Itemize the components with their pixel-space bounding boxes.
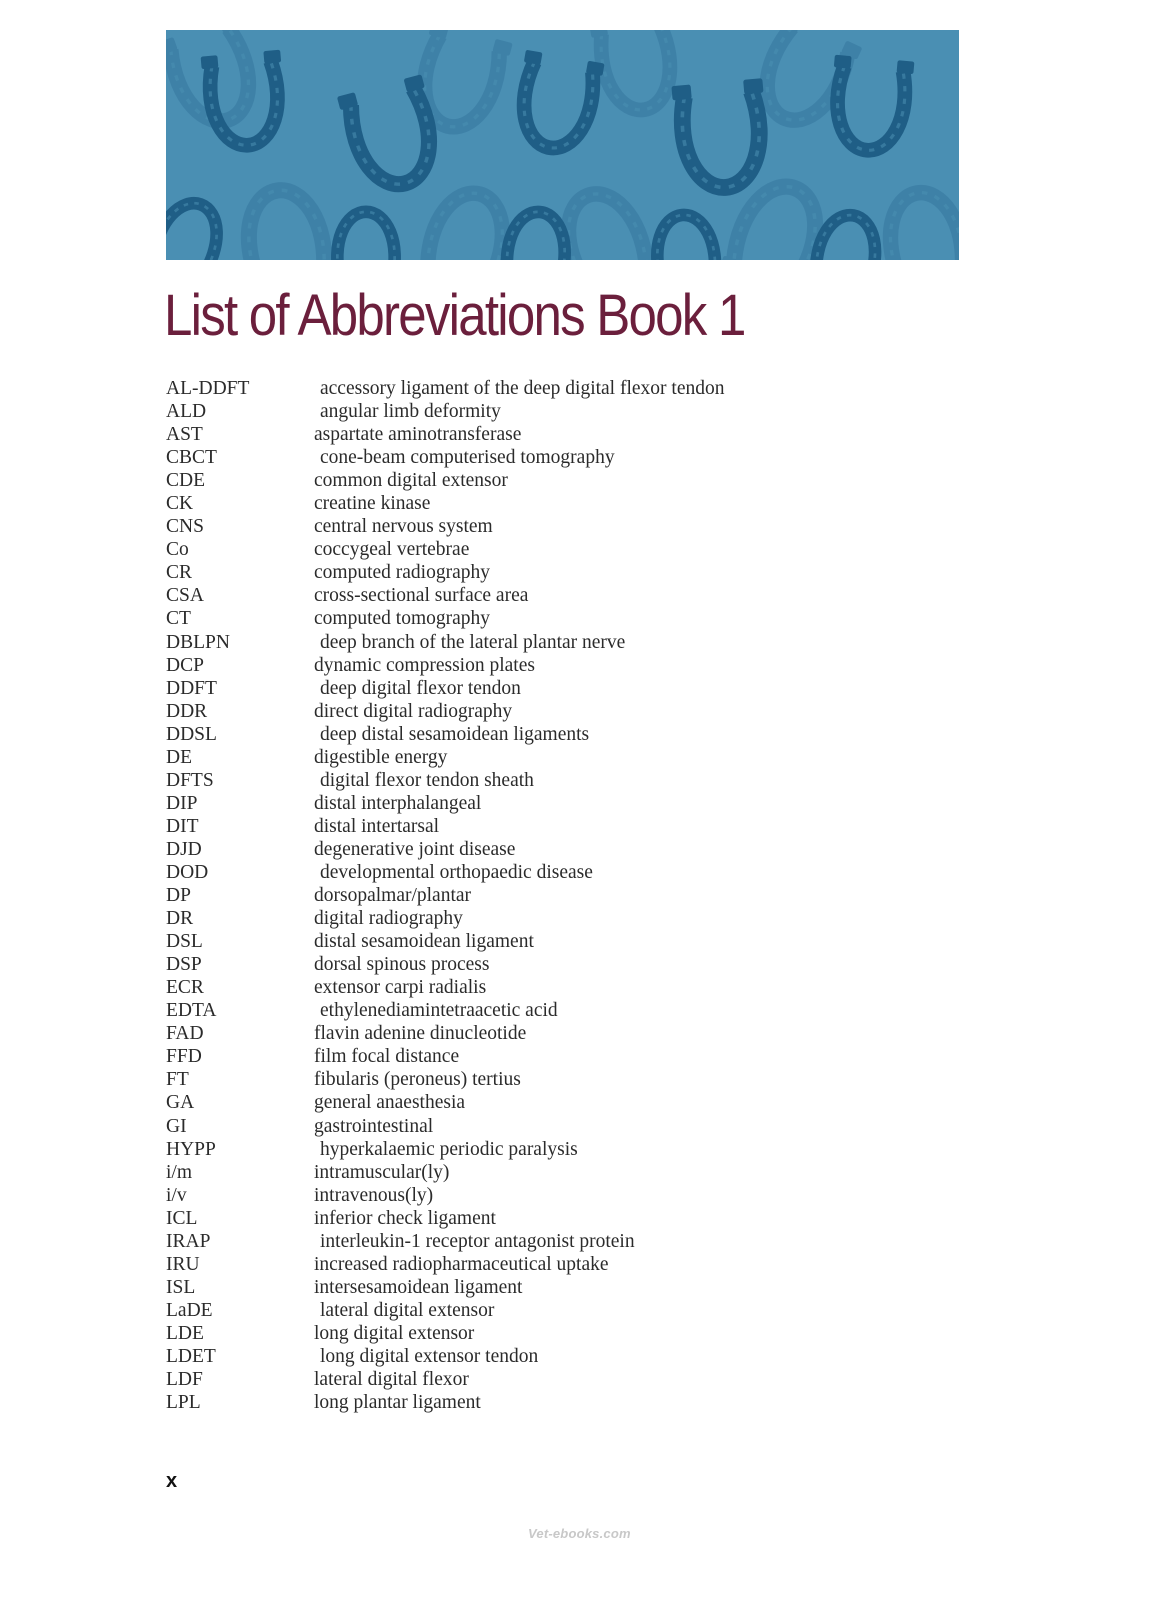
horseshoe-icon	[332, 212, 400, 260]
list-item	[166, 907, 966, 930]
list-item	[166, 1161, 966, 1184]
abbreviation-term: LDF	[166, 1369, 203, 1391]
abbreviation-definition: intravenous(ly)	[314, 1184, 434, 1206]
abbreviation-term: DIT	[166, 815, 199, 837]
list-item	[166, 1115, 966, 1138]
horseshoe-icon	[166, 193, 233, 260]
list-item	[166, 1368, 966, 1391]
list-item	[166, 1299, 966, 1322]
abbreviation-definition: lateral digital flexor	[314, 1369, 469, 1391]
list-item	[166, 1207, 966, 1230]
abbreviation-term: GA	[166, 1092, 195, 1114]
abbreviation-term: i/v	[166, 1184, 187, 1206]
list-item	[166, 1322, 966, 1345]
page-title: List of Abbreviations Book 1	[164, 283, 745, 348]
abbreviation-term: DCP	[166, 654, 204, 676]
abbreviation-term: DDFT	[166, 677, 217, 699]
abbreviation-term: CK	[166, 493, 194, 515]
abbreviation-definition: long digital extensor	[314, 1322, 475, 1344]
abbreviation-list	[166, 377, 966, 1414]
abbreviation-definition: digital flexor tendon sheath	[320, 769, 534, 791]
abbreviation-term: FFD	[166, 1046, 202, 1068]
abbreviation-definition: increased radiopharmaceutical uptake	[314, 1253, 609, 1275]
abbreviation-definition: general anaesthesia	[314, 1092, 466, 1114]
abbreviation-definition: dorsopalmar/plantar	[314, 885, 472, 907]
list-item	[166, 1253, 966, 1276]
list-item	[166, 377, 966, 400]
abbreviation-term: IRAP	[166, 1230, 211, 1252]
horseshoe-icon	[876, 186, 959, 260]
abbreviation-term: LDE	[166, 1322, 204, 1344]
list-item	[166, 446, 966, 469]
abbreviation-term: ALD	[166, 401, 207, 423]
abbreviation-definition: creatine kinase	[314, 493, 431, 515]
abbreviation-definition: dynamic compression plates	[314, 654, 535, 676]
abbreviation-definition: computed radiography	[314, 562, 490, 584]
abbreviation-definition: fibularis (peroneus) tertius	[314, 1069, 521, 1091]
abbreviation-term: CT	[166, 608, 191, 630]
abbreviation-definition: inferior check ligament	[314, 1207, 496, 1229]
horseshoe-icon	[648, 212, 723, 260]
abbreviation-definition: intramuscular(ly)	[314, 1161, 450, 1183]
abbreviation-definition: accessory ligament of the deep digital flexor tendon	[320, 378, 725, 399]
abbreviation-definition: digestible energy	[314, 746, 448, 768]
list-item	[166, 976, 966, 999]
abbreviation-definition: distal intertarsal	[314, 815, 440, 837]
abbreviation-term: DSL	[166, 931, 203, 953]
list-item	[166, 838, 966, 861]
abbreviation-definition: deep distal sesamoidean ligaments	[320, 723, 590, 745]
abbreviation-term: ICL	[166, 1207, 198, 1229]
abbreviation-term: ECR	[166, 977, 204, 999]
abbreviation-definition: film focal distance	[314, 1046, 460, 1068]
list-item	[166, 1345, 966, 1368]
list-item	[166, 700, 966, 723]
abbreviation-term: LaDE	[166, 1299, 213, 1321]
abbreviation-definition: deep digital flexor tendon	[320, 677, 521, 699]
horseshoe-icon	[589, 30, 684, 117]
abbreviation-definition: distal interphalangeal	[314, 792, 482, 814]
horseshoe-icon	[233, 183, 337, 260]
abbreviation-term: DBLPN	[166, 631, 230, 653]
abbreviation-definition: intersesamoidean ligament	[314, 1276, 523, 1298]
abbreviation-definition: common digital extensor	[314, 470, 508, 492]
abbreviation-term: DP	[166, 885, 191, 907]
list-item	[166, 654, 966, 677]
page-number: x	[166, 1470, 178, 1492]
list-item	[166, 423, 966, 446]
abbreviation-term: DE	[166, 746, 192, 768]
abbreviation-term: DOD	[166, 861, 209, 883]
abbreviation-definition: degenerative joint disease	[314, 838, 516, 860]
list-item	[166, 1138, 966, 1161]
list-item	[166, 953, 966, 976]
abbreviation-term: FT	[166, 1069, 189, 1091]
abbreviation-definition: lateral digital extensor	[320, 1299, 495, 1321]
abbreviation-definition: long digital extensor tendon	[320, 1345, 539, 1367]
horseshoe-icon	[827, 55, 915, 154]
abbreviation-definition: computed tomography	[314, 608, 491, 630]
abbreviation-definition: developmental orthopaedic disease	[320, 861, 593, 883]
abbreviation-term: Co	[166, 539, 189, 561]
list-item	[166, 1022, 966, 1045]
abbreviation-term: i/m	[166, 1161, 193, 1183]
abbreviation-term: LDET	[166, 1345, 216, 1367]
list-item	[166, 1184, 966, 1207]
abbreviation-term: GI	[166, 1115, 187, 1137]
list-item	[166, 561, 966, 584]
list-item	[166, 999, 966, 1022]
abbreviation-term: HYPP	[166, 1138, 216, 1160]
list-item	[166, 1091, 966, 1114]
abbreviation-term: AL-DDFT	[166, 378, 250, 399]
abbreviation-term: ISL	[166, 1276, 196, 1298]
abbreviation-definition: cone-beam computerised tomography	[320, 447, 615, 469]
abbreviation-definition: long plantar ligament	[314, 1392, 481, 1414]
abbreviation-definition: direct digital radiography	[314, 700, 513, 722]
abbreviation-term: DR	[166, 908, 194, 930]
abbreviation-definition: distal sesamoidean ligament	[314, 931, 534, 953]
list-item	[166, 1068, 966, 1091]
abbreviation-definition: central nervous system	[314, 516, 493, 538]
abbreviation-definition: coccygeal vertebrae	[314, 539, 470, 561]
abbreviation-definition: deep branch of the lateral plantar nerve	[320, 631, 626, 653]
list-item	[166, 1230, 966, 1253]
list-item	[166, 631, 966, 654]
list-item	[166, 746, 966, 769]
abbreviation-term: IRU	[166, 1253, 200, 1275]
header-banner	[166, 30, 959, 260]
list-item	[166, 1276, 966, 1299]
list-item	[166, 930, 966, 953]
abbreviation-term: CDE	[166, 470, 205, 492]
abbreviation-term: CSA	[166, 585, 204, 607]
list-item	[166, 584, 966, 607]
list-item	[166, 884, 966, 907]
abbreviation-term: DDSL	[166, 723, 217, 745]
abbreviation-term: DIP	[166, 792, 198, 814]
list-item	[166, 469, 966, 492]
abbreviation-term: EDTA	[166, 1000, 217, 1022]
list-item	[166, 400, 966, 423]
abbreviation-definition: ethylenediamintetraacetic acid	[320, 1000, 558, 1022]
list-item	[166, 769, 966, 792]
list-item	[166, 538, 966, 561]
abbreviation-definition: flavin adenine dinucleotide	[314, 1023, 527, 1045]
list-item	[166, 515, 966, 538]
abbreviation-term: CR	[166, 562, 193, 584]
list-item	[166, 861, 966, 884]
abbreviation-definition: aspartate aminotransferase	[314, 424, 522, 446]
abbreviation-term: DJD	[166, 838, 202, 860]
abbreviation-definition: gastrointestinal	[314, 1115, 434, 1137]
abbreviation-term: DFTS	[166, 769, 214, 791]
list-item	[166, 792, 966, 815]
abbreviation-definition: angular limb deformity	[320, 401, 501, 423]
abbreviation-definition: digital radiography	[314, 908, 463, 930]
horseshoe-icon	[510, 50, 605, 155]
list-item	[166, 723, 966, 746]
abbreviation-term: LPL	[166, 1392, 201, 1414]
horseshoe-icon	[671, 78, 771, 191]
abbreviation-definition: extensor carpi radialis	[314, 977, 487, 999]
abbreviation-term: DSP	[166, 954, 202, 976]
watermark-logo: Vet-ebooks.com	[528, 1526, 631, 1541]
abbreviation-definition: hyperkalaemic periodic paralysis	[320, 1138, 578, 1160]
abbreviation-definition: cross-sectional surface area	[314, 585, 529, 607]
list-item	[166, 815, 966, 838]
abbreviation-term: CBCT	[166, 447, 217, 469]
list-item	[166, 1391, 966, 1414]
abbreviation-term: AST	[166, 424, 203, 446]
list-item	[166, 677, 966, 700]
abbreviation-term: FAD	[166, 1023, 204, 1045]
list-item	[166, 492, 966, 515]
abbreviation-definition: interleukin-1 receptor antagonist protein	[320, 1230, 635, 1252]
abbreviation-definition: dorsal spinous process	[314, 954, 490, 976]
list-item	[166, 607, 966, 630]
banner-pattern	[166, 30, 959, 260]
abbreviation-term: DDR	[166, 700, 208, 722]
abbreviation-term: CNS	[166, 516, 204, 538]
list-item	[166, 1045, 966, 1068]
